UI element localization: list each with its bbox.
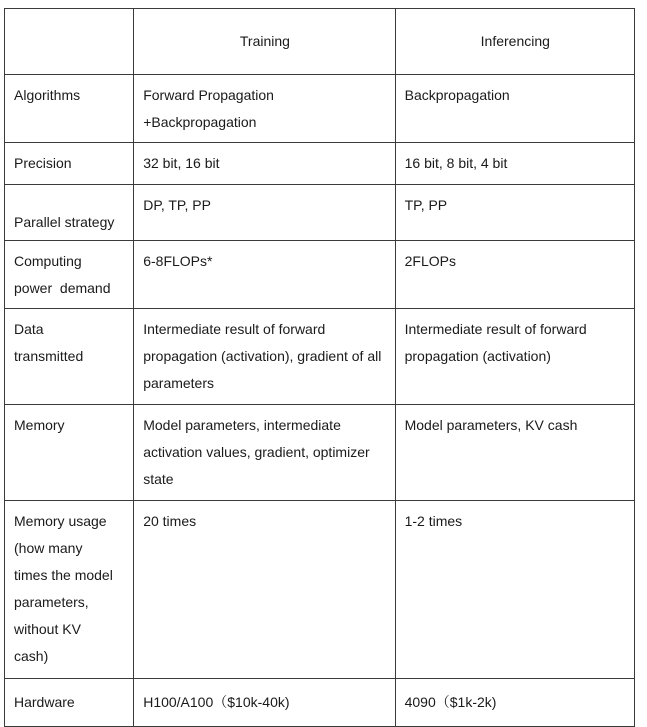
- row-label-cell: Hardware: [5, 679, 134, 727]
- comparison-table: [4, 8, 635, 727]
- row-label-cell: [5, 501, 134, 679]
- training-cell: 20 times: [134, 501, 395, 679]
- inferencing-cell: TP, PP: [395, 185, 634, 241]
- table-row-computing-power: [5, 241, 635, 309]
- table-row-parallel-strategy: [5, 185, 635, 241]
- table-row-memory-usage: [5, 501, 635, 679]
- row-label-text: Computing power demand: [14, 253, 111, 296]
- training-cell: H100/A100（$10k-40k): [134, 679, 395, 727]
- training-cell: [134, 75, 395, 143]
- table-row-precision: [5, 143, 635, 185]
- inferencing-cell: Backpropagation: [395, 75, 634, 143]
- training-cell: DP, TP, PP: [134, 185, 395, 241]
- table-row-hardware: [5, 679, 635, 727]
- row-label-cell: Memory: [5, 405, 134, 501]
- inferencing-cell: 2FLOPs: [395, 241, 634, 309]
- header-cell-training: Training: [134, 9, 395, 75]
- header-row: [5, 9, 635, 75]
- inferencing-cell: Intermediate result of forward propagation (activation): [395, 309, 634, 405]
- training-text: Forward Propagation +Backpropagation: [143, 87, 274, 130]
- table-row-memory: [5, 405, 635, 501]
- row-label-cell: [5, 241, 134, 309]
- table-row-algorithms: [5, 75, 635, 143]
- row-label-text: Memory usage (how many times the model parameters, without KV cash): [14, 513, 113, 664]
- row-label-cell: [5, 309, 134, 405]
- row-label-cell: Algorithms: [5, 75, 134, 143]
- row-label-text: Data transmitted: [14, 321, 84, 364]
- training-cell: 6-8FLOPs*: [134, 241, 395, 309]
- inferencing-cell: 16 bit, 8 bit, 4 bit: [395, 143, 634, 185]
- inferencing-cell: Model parameters, KV cash: [395, 405, 634, 501]
- inferencing-cell: 4090（$1k-2k): [395, 679, 634, 727]
- header-cell-empty: [5, 9, 134, 75]
- table-row-data-transmitted: [5, 309, 635, 405]
- row-label-cell: Precision: [5, 143, 134, 185]
- training-cell: Model parameters, intermediate activation values, gradient, optimizer state: [134, 405, 395, 501]
- training-cell: 32 bit, 16 bit: [134, 143, 395, 185]
- training-cell: Intermediate result of forward propagation (activation), gradient of all parameters: [134, 309, 395, 405]
- row-label-cell: Parallel strategy: [5, 185, 134, 241]
- inferencing-cell: 1-2 times: [395, 501, 634, 679]
- header-cell-inferencing: Inferencing: [395, 9, 634, 75]
